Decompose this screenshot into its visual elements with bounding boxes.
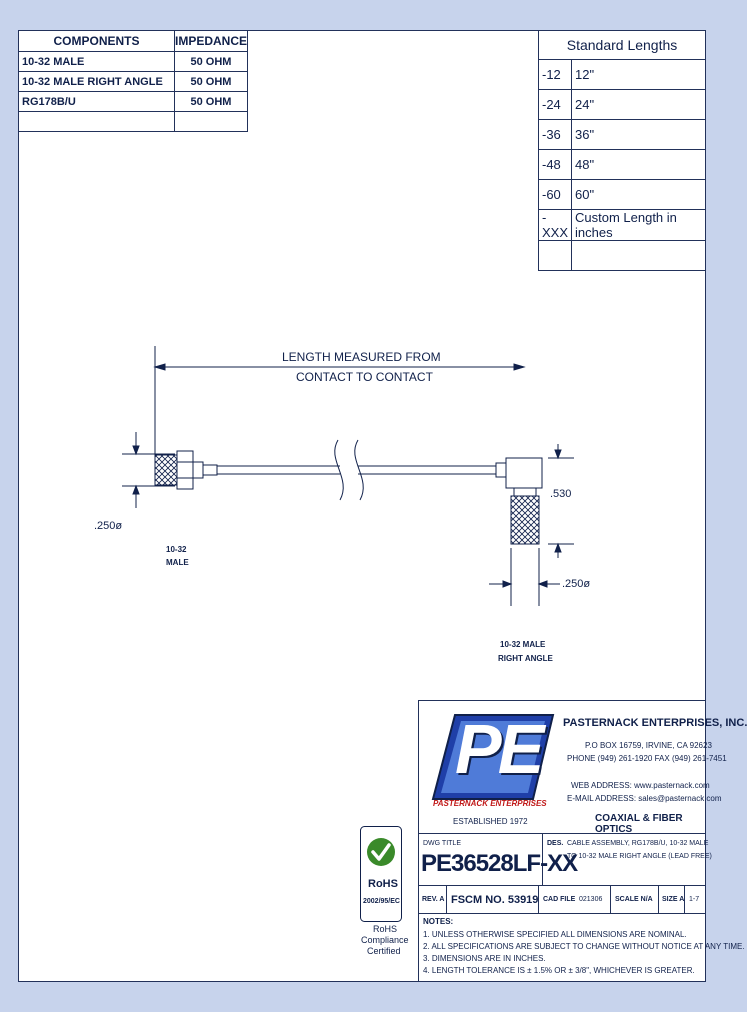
- impedance-header: IMPEDANCE: [174, 31, 247, 52]
- right-connector-label-1: 10-32 MALE: [500, 640, 546, 649]
- part-number: PE36528LF-XX: [421, 850, 578, 877]
- company-name: PASTERNACK ENTERPRISES, INC.: [563, 717, 747, 729]
- length-value: 36": [572, 120, 706, 150]
- left-connector-label-2: MALE: [166, 558, 189, 567]
- des-label: DES.: [547, 840, 564, 847]
- rohs-caption-2: Compliance: [361, 935, 409, 945]
- hex-body-left: [177, 451, 193, 489]
- dwg-title-label: DWG TITLE: [423, 840, 461, 847]
- length-code: -48: [539, 150, 572, 180]
- component-cell: 10-32 MALE RIGHT ANGLE: [19, 72, 175, 92]
- break-line-1: [335, 440, 343, 500]
- fscm-row: [418, 886, 706, 914]
- impedance-cell: 50 OHM: [174, 92, 247, 112]
- knurled-nut-left: [155, 455, 177, 485]
- scale-label: SCALE N/A: [615, 896, 653, 903]
- arrow-left: [155, 364, 165, 370]
- note-line: 3. DIMENSIONS ARE IN INCHES.: [423, 954, 546, 963]
- note-line: 2. ALL SPECIFICATIONS ARE SUBJECT TO CHANGE WITHOUT NOTICE AT ANY TIME.: [423, 942, 745, 951]
- impedance-cell: 50 OHM: [174, 72, 247, 92]
- right-height-label: .530: [550, 488, 572, 500]
- length-value: 12": [572, 60, 706, 90]
- length-value: Custom Length in inches: [572, 210, 706, 241]
- right-connector-label-2: RIGHT ANGLE: [498, 654, 553, 663]
- rohs-check-icon: [360, 826, 402, 922]
- description-line-2: TO 10-32 MALE RIGHT ANGLE (LEAD FREE): [567, 853, 712, 860]
- company-web: WEB ADDRESS: www.pasternack.com: [571, 781, 710, 790]
- arrow-right: [514, 364, 524, 370]
- cad-file-value: 021306: [579, 896, 603, 903]
- company-address: P.O BOX 16759, IRVINE, CA 92623: [585, 741, 712, 750]
- component-cell: RG178B/U: [19, 92, 175, 112]
- established-text: ESTABLISHED 1972: [453, 817, 528, 826]
- length-code: -60: [539, 180, 572, 210]
- length-code: -XXX: [539, 210, 572, 241]
- notes-block: [418, 914, 745, 982]
- note-line: 4. LENGTH TOLERANCE IS ± 1.5% OR ± 3/8", WHICHEVER IS GREATER.: [423, 966, 695, 975]
- length-label-line-1: LENGTH MEASURED FROM: [282, 350, 441, 364]
- note-line: 1. UNLESS OTHERWISE SPECIFIED ALL DIMENSIONS ARE NOMINAL.: [423, 930, 687, 939]
- length-value: 60": [572, 180, 706, 210]
- length-value: 48": [572, 150, 706, 180]
- left-connector-label-1: 10-32: [166, 545, 187, 554]
- knurled-nut-right: [511, 496, 539, 544]
- notes-heading: NOTES:: [423, 917, 454, 926]
- size-label: SIZE A: [662, 896, 685, 903]
- rohs-caption-1: RoHS: [373, 924, 398, 934]
- rohs-badge: [360, 826, 402, 922]
- description-line-1: CABLE ASSEMBLY, RG178B/U, 10-32 MALE: [567, 840, 709, 847]
- rev-label: REV. A: [422, 896, 445, 903]
- components-header: COMPONENTS: [19, 31, 175, 52]
- company-block: [418, 700, 747, 835]
- company-phone: PHONE (949) 261-1920 FAX (949) 261-7451: [567, 754, 727, 763]
- length-value: 24": [572, 90, 706, 120]
- length-code: -12: [539, 60, 572, 90]
- right-angle-body: [506, 458, 542, 488]
- length-code: -24: [539, 90, 572, 120]
- rohs-directive: 2002/95/EC: [363, 898, 400, 905]
- rohs-label: RoHS: [368, 878, 398, 890]
- title-row: [418, 834, 712, 886]
- company-tagline: COAXIAL & FIBER OPTICS: [595, 813, 683, 835]
- component-cell: 10-32 MALE: [19, 52, 175, 72]
- break-line-2: [355, 440, 363, 500]
- rohs-caption-3: Certified: [367, 946, 401, 956]
- logo-text: PE: [455, 710, 541, 788]
- standard-lengths-title: Standard Lengths: [539, 31, 706, 60]
- company-email: E-MAIL ADDRESS: sales@pasternack.com: [567, 794, 722, 803]
- length-code: -36: [539, 120, 572, 150]
- fscm-number: FSCM NO. 53919: [451, 894, 539, 906]
- right-diameter-label: .250ø: [562, 578, 591, 590]
- logo-tagline: PASTERNACK ENTERPRISES: [433, 799, 547, 808]
- impedance-cell: 50 OHM: [174, 52, 247, 72]
- cad-file-label: CAD FILE: [543, 896, 576, 903]
- sheet-number: 1-7: [689, 896, 700, 903]
- length-label-line-2: CONTACT TO CONTACT: [296, 370, 433, 384]
- left-diameter-label: .250ø: [94, 520, 123, 532]
